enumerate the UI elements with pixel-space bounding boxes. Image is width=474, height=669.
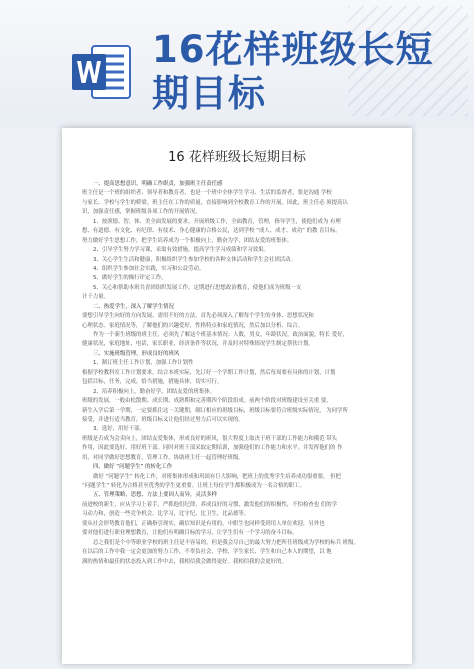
section-heading: 五、管理策略，思想、方法上要因人而异，灵活多样 (93, 492, 217, 499)
paragraph-line: 要从社会形势教育他们，正确指引现实，确信知识是有用的，中职生也同样受到用人单位欢迎，另外也 (82, 520, 325, 527)
section-heading: 三、实施班级管理，形成良好的班风 (93, 350, 180, 357)
paragraph-line: 想、有道德、有文化、有纪律、有技术、身心健康的合格公民，达到学校 “成人、成才、成功” 的教 育目标。 (82, 228, 341, 235)
paragraph-line: 5、关心和帮助本班共青团组织发展工作，定期进行思想政治教育，使他们成为班级一支 (93, 284, 302, 291)
paragraph-line: 与家长、学校与学生的桥梁。班主任在工作的质量，直接影响到全校教育工作的开展。因此，班主任必 须提高认 (82, 199, 348, 206)
document-body (82, 180, 392, 567)
document-page (62, 128, 412, 664)
paragraph-line: 班主任是一个班的组织者、领导者和教育者，也是一个班中全体学生学习、生活的监督者，要是沟通 学校 (82, 190, 332, 197)
word-icon (70, 40, 134, 104)
hero-title-line1: 16花样班级长短 (152, 28, 434, 71)
paragraph-line: 用，对同学做好思想教育，管理工作，协助班主任一起管理好班级。 (82, 454, 244, 461)
paragraph-line: 努力做好学生思想工作，把学生培养成为一个积极向上，勤奋为学，团结友爱的班集体。 (82, 237, 293, 244)
section-heading: 二、热爱学生，深入了解学生情况 (93, 303, 174, 310)
paragraph-line: 做好 “问题学生” 转化工作，对班集体形成和巩固有巨大影响，把班上的优秀学生培养成功很重要， 但把 (93, 473, 341, 480)
paragraph-line: 班级的发展，一般由松散期、成长期、成熟期和完善期四个阶段组成。前两个阶段对班级建设至关重 要， (82, 398, 332, 405)
paragraph-line: 满的热情和最佳的状态投入到工作中去，我相信我会做得更好。我相信我的会更好的。 (82, 558, 287, 565)
paragraph-line: 在以后的工作中我一定会更加的努力工作，不辜负社会、学校、学生家长、学生和自己本人的期望，以 饱 (82, 549, 332, 556)
paragraph-line: “问题学生” 转化为合格甚至优秀的学生更重要。让班上每位学生都积极成为一名合格的职工。 (82, 483, 305, 489)
paragraph-line: 3、关心学生生活和健康，积极组织学生参加学校的各种文体活动和学生会社团活动。 (93, 256, 296, 263)
paragraph-line: 班级是否成为会卖向上，团结友爱集体，形成良好的班风，很大程度上取决于班干部的工作能力和模范 带头 (82, 435, 338, 442)
paragraph-line: 心理状态。家庭情况等，了解他们的兴趣爱好，性格特点和家庭情况，然后加以分析、综合。 (82, 322, 304, 329)
hero-title (152, 28, 452, 116)
paragraph-line: 前进校的新生，应从学习上着手，严抓他们纪律，养成良好的习惯，激发他们的积极性，不怕检查也 们的学 (82, 501, 338, 508)
paragraph-line: 要想引导学生向好的方向发展，需用不好的方法，首先必须深入了解每个学生的身体、思想状况和 (82, 313, 314, 320)
paragraph-line: 4、组织学生参加社会实践，实习和公益劳动。 (93, 265, 205, 272)
paragraph-line: 5、做好学生的操行评定工作。 (93, 275, 167, 282)
paragraph-line: 根据学校教科室工作计划要求，结合本班实际，先订好一个学期工作计划，然后每周要有具体的计划，计划 (82, 369, 336, 376)
paragraph-line: 接受，并进行适当教育，班级目标又让他们经过努力后可以实现的。 (82, 416, 244, 423)
paragraph-line: 习动力和，创造一些竞争机会，比学习，比守纪，比卫生，比品德等。 (82, 511, 250, 518)
paragraph-line: 作为一个新生班级的班主任，必须先了解这个班基本情况：人数，男女，年龄状况，政治面貌，特长 爱好， (93, 332, 349, 338)
paragraph-line: 总之我们是个中等职业学校的班主任是不容易的，但是我会尽自己的最大努力把所任班级成为学校的标兵 班级。 (93, 539, 359, 546)
paragraph-line: 新生入学后第一学期，一定要抓住这一关键期，制订相应的班级目标，班级目标要符合班级实际情况， 为同学所 (82, 407, 348, 414)
paragraph-line: 2、培养积极向上，勤奋好学，团结友爱的班集体。 (93, 388, 216, 395)
section-heading: 四、做好 “问题学生” 的转化工作 (93, 464, 173, 471)
section-heading: 一、提高思想意识，明确工作职责，加强班主任责任感 (93, 181, 223, 187)
document-title: 16 花样班级长短期目标 (168, 150, 306, 165)
paragraph-line: 1、按照德、智、体、美全面发展的要求，开展班级工作，全面教育，管理，指导学生，使他们成为 有理 (93, 218, 341, 225)
paragraph-line: 1、制订班主任工作计划，加强工作计划性 (93, 360, 194, 367)
paragraph-line: 2、引导学生努力学习课，采取有效措施，提高学生学习成绩和学习效果。 (93, 247, 269, 254)
paragraph-line: 要对他们进行职业理想教育，让他们有明确目标的学习，让学生们有一个学习的奋斗目标。 (82, 530, 298, 537)
paragraph-line: 健康状况，家庭地址，电话，家长职业，经济条件等状况，并及时对特殊情况学生制定帮扶计划。 (82, 341, 314, 348)
paragraph-line: 3、选好、用好干部。 (93, 426, 145, 433)
paragraph-line: 包括目标，任务，完成，恰当措施，措施具体，切实可行。 (82, 379, 223, 386)
paragraph-line: 作用，因此要选好、用好班干部。同时对班干部采取定期培训，加强他们的工作能力和水平。并发挥他们的 作 (82, 445, 343, 452)
paragraph-line: 识，加强责任感，掌握班级各项工作的开展情况。 (82, 209, 201, 216)
hero-title-line2: 期目标 (152, 72, 266, 115)
paragraph-line: 计干力量。 (82, 294, 109, 301)
